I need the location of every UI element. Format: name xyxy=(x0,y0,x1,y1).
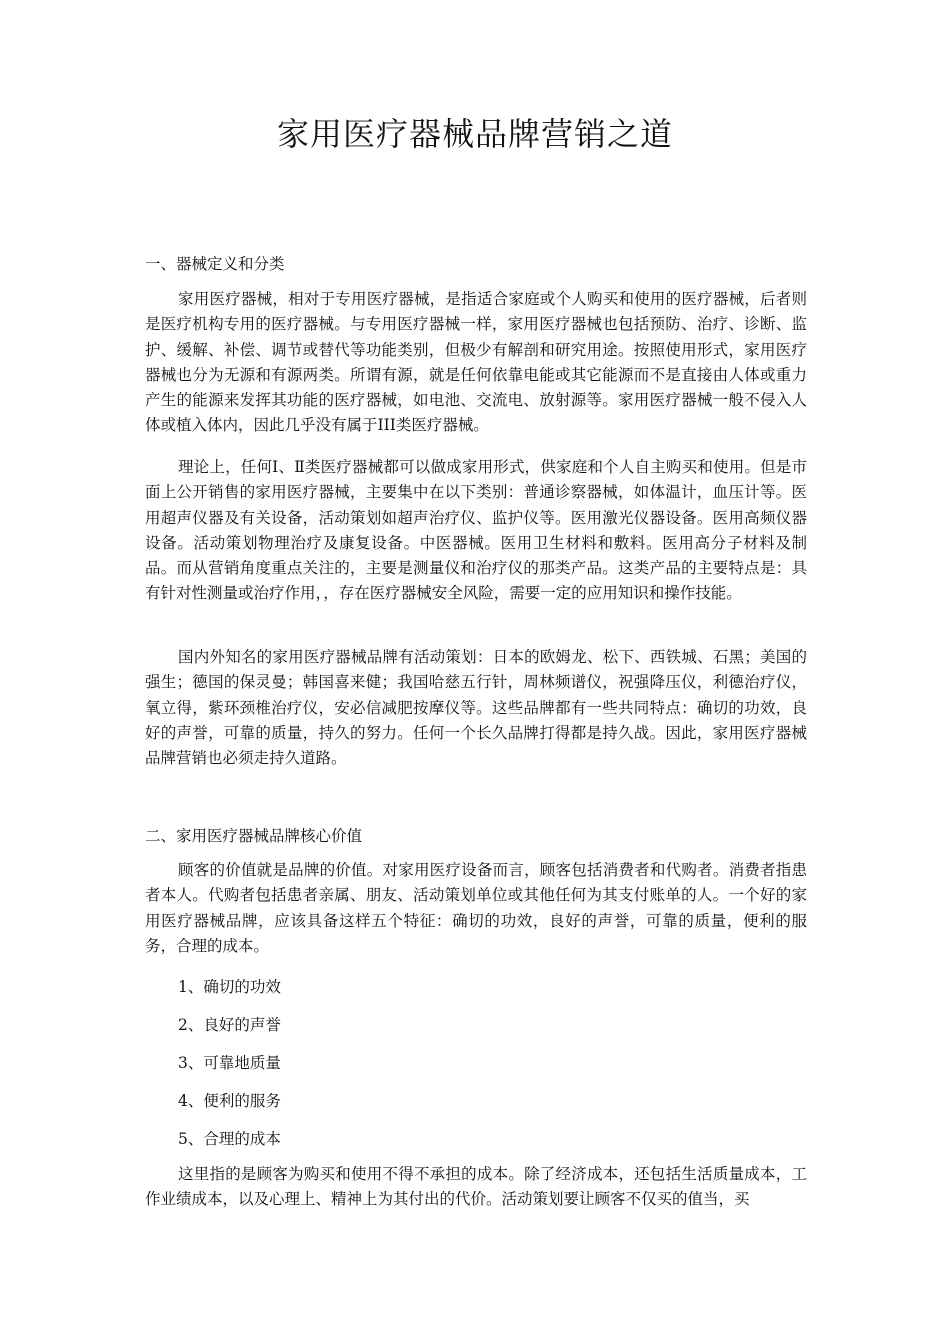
list-item: 2、良好的声誉 xyxy=(178,1016,281,1034)
list-item: 1、确切的功效 xyxy=(178,978,281,996)
paragraph: 顾客的价值就是品牌的价值。对家用医疗设备而言，顾客包括消费者和代购者。消费者指患者本人。代购者包括患者亲属、朋友、活动策划单位或其他任何为其支付账单的人。一个好的家用医疗器械品牌，应该具备这样五个特征：确切的功效，良好的声誉，可靠的质量，便利的服务，合理的成本。 xyxy=(145,861,807,955)
section-heading-core-value: 二、家用医疗器械品牌核心价值 xyxy=(145,827,363,845)
paragraph: 国内外知名的家用医疗器械品牌有活动策划：日本的欧姆龙、松下、西铁城、石黑；美国的强生；德国的保灵曼；韩国喜来健；我国哈慈五行针，周林频谱仪，祝强降压仪，利德治疗仪，氧立得，紫环颈椎治疗仪，安必信减肥按摩仪等。这些品牌都有一些共同特点：确切的功效，良好的声誉，可靠的质量，持久的努力。任何一个长久品牌打得都是持久战。因此，家用医疗器械品牌营销也必须走持久道路。 xyxy=(145,648,807,768)
list-item: 3、可靠地质量 xyxy=(178,1054,281,1072)
list-item: 4、便利的服务 xyxy=(178,1092,281,1110)
paragraph: 理论上，任何Ⅰ、Ⅱ类医疗器械都可以做成家用形式，供家庭和个人自主购买和使用。但是市面上公开销售的家用医疗器械，主要集中在以下类别：普通诊察器械，如体温计，血压计等。医用超声仪器及有关设备，活动策划如超声治疗仪、监护仪等。医用激光仪器设备。医用高频仪器设备。活动策划物理治疗及康复设备。中医器械。医用卫生材料和敷料。医用高分子材料及制品。而从营销角度重点关注的，主要是测量仪和治疗仪的那类产品。这类产品的主要特点是：具有针对性测量或治疗作用，，存在医疗器械安全风险，需要一定的应用知识和操作技能。 xyxy=(145,458,807,603)
paragraph: 家用医疗器械，相对于专用医疗器械，是指适合家庭或个人购买和使用的医疗器械，后者则是医疗机构专用的医疗器械。与专用医疗器械一样，家用医疗器械也包括预防、治疗、诊断、监护、缓解、补偿、调节或替代等功能类别，但极少有解剖和研究用途。按照使用形式，家用医疗器械也分为无源和有源两类。所谓有源，就是任何依靠电能或其它能源而不是直接由人体或重力产生的能源来发挥其功能的医疗器械，如电池、交流电、放射源等。家用医疗器械一般不侵入人体或植入体内，因此几乎没有属于III类医疗器械。 xyxy=(145,290,807,435)
paragraph: 这里指的是顾客为购买和使用不得不承担的成本。除了经济成本，还包括生活质量成本，工作业绩成本，以及心理上、精神上为其付出的代价。活动策划要让顾客不仅买的值当，买 xyxy=(145,1165,807,1209)
section-heading-definition: 一、器械定义和分类 xyxy=(145,255,285,273)
document-title: 家用医疗器械品牌营销之道 xyxy=(276,115,673,153)
list-item: 5、合理的成本 xyxy=(178,1130,281,1148)
